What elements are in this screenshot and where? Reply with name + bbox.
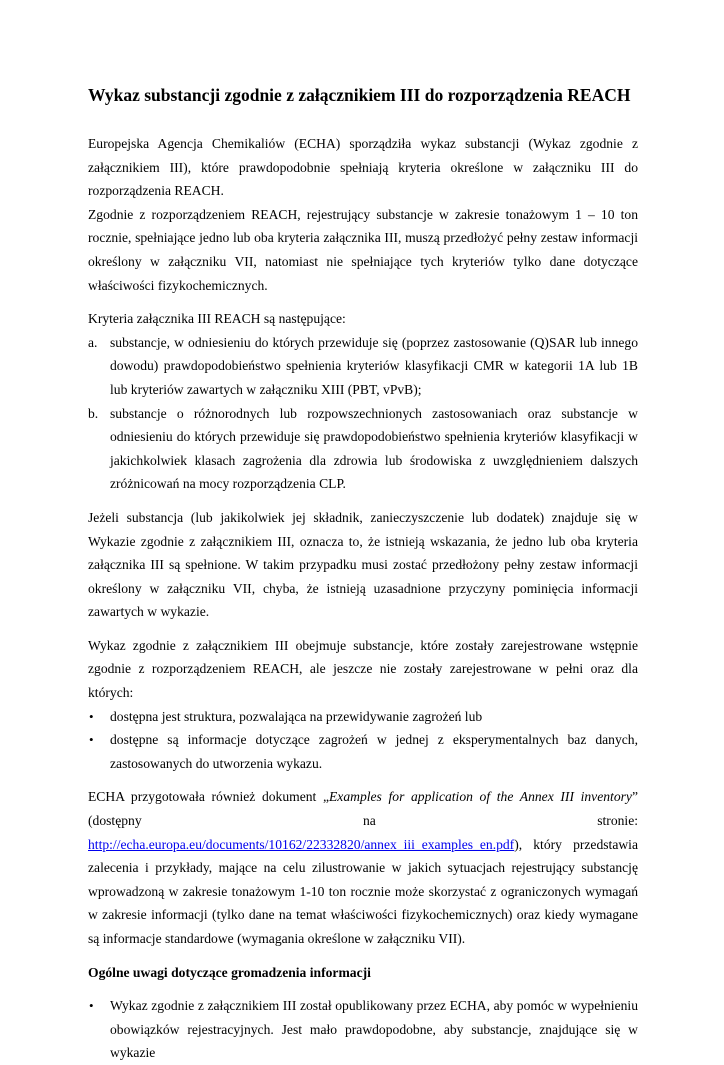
examples-text-after-link: ), który przedstawia zalecenia i przykłady, mające na celu zilustrowanie w jakich sytuacjach rejestrujący substancję wprowadzoną w zakresie tonażowym 1-10 ton rocznie może skorzystać z ograniczonych wymagań w zakresie informacji (tylko dane na temat właściwości fizykochemicznych) oraz kiedy wymagane są informacje standardowe (wymagania określone w załączniku VII). <box>88 836 638 946</box>
bullet-icon: • <box>89 732 94 748</box>
criteria-item-a <box>88 331 638 402</box>
scope-bullet-list <box>88 705 638 776</box>
bullet-item <box>88 705 638 729</box>
bullet-icon: • <box>89 708 94 724</box>
list-marker: b. <box>88 405 99 421</box>
examples-paragraph <box>88 785 638 950</box>
examples-document-title: Examples for application of the Annex III inventory <box>329 789 632 805</box>
section-heading: Ogólne uwagi dotyczące gromadzenia informacji <box>88 964 371 980</box>
intro-paragraph: Europejska Agencja Chemikaliów (ECHA) sporządziła wykaz substancji (Wykaz zgodnie z załącznikiem III), które prawdopodobnie spełniają kryteria określone w załączniku III do rozporządzenia REACH. <box>88 136 638 199</box>
examples-text-after-title: ” (dostępny na stronie: <box>88 789 638 829</box>
bullet-item <box>88 728 638 775</box>
bullet-text: Wykaz zgodnie z załącznikiem III został opublikowany przez ECHA, aby pomóc w wypełnieniu obowiązków rejestracyjnych. Jest mało prawdopodobne, aby substancje, znajdujące się w wykazie <box>110 998 638 1061</box>
bullet-icon: • <box>89 998 94 1014</box>
page-title: Wykaz substancji zgodnie z załącznikiem III do rozporządzenia REACH <box>88 85 631 105</box>
criteria-intro: Kryteria załącznika III REACH są następujące: <box>88 311 346 327</box>
general-notes-list <box>88 994 638 1065</box>
criteria-list <box>88 331 638 496</box>
regulation-paragraph: Zgodnie z rozporządzeniem REACH, rejestrujący substancje w zakresie tonażowym 1 – 10 ton rocznie, spełniające jedno lub oba kryteria załącznika III, muszą przedłożyć pełny zestaw informacji określony w załączniku VII, natomiast nie spełniające tych kryteriów tylko dane dotyczące właściwości fizykochemicznych. <box>88 206 638 293</box>
inventory-scope-paragraph: Wykaz zgodnie z załącznikiem III obejmuje substancje, które zostały zarejestrowane wstępnie zgodnie z rozporządzeniem REACH, ale jeszcze nie zostały zarejestrowane w pełni oraz dla których: <box>88 637 638 701</box>
examples-text-before: ECHA przygotowała również dokument „ <box>88 789 329 805</box>
bullet-item <box>88 994 638 1065</box>
criteria-text: substancje, w odniesieniu do których przewiduje się (poprzez zastosowanie (Q)SAR lub innego dowodu) prawdopodobieństwo spełnienia kryteriów klasyfikacji CMR w kategorii 1A lub 1B lub kryteriów zawartych w załączniku XIII (PBT, vPvB); <box>110 334 638 397</box>
criteria-item-b <box>88 402 638 496</box>
examples-document-link[interactable]: http://echa.europa.eu/documents/10162/22332820/annex_iii_examples_en.pdf <box>88 836 515 852</box>
inventory-meaning-paragraph: Jeżeli substancja (lub jakikolwiek jej składnik, zanieczyszczenie lub dodatek) znajduje się w Wykazie zgodnie z załącznikiem III, oznacza to, że istnieją wskazania, że jedno lub oba kryteria załącznika III są spełnione. W takim przypadku musi zostać przedłożony pełny zestaw informacji określony w załączniku VII, chyba, że istnieją uzasadnione przyczyny pominięcia informacji zawartych w wykazie. <box>88 509 638 620</box>
bullet-text: dostępne są informacje dotyczące zagrożeń w jednej z eksperymentalnych baz danych, zastosowanych do utworzenia wykazu. <box>110 732 638 771</box>
bullet-text: dostępna jest struktura, pozwalająca na przewidywanie zagrożeń lub <box>110 708 483 724</box>
list-marker: a. <box>88 334 98 350</box>
criteria-text: substancje o różnorodnych lub rozpowszechnionych zastosowaniach oraz substancje w odniesieniu do których przewiduje się prawdopodobieństwo spełnienia kryteriów klasyfikacji w jakichkolwiek klasach zagrożenia dla zdrowia lub środowiska z uwzględnieniem dalszych zróżnicowań na mocy rozporządzenia CLP. <box>110 405 638 492</box>
